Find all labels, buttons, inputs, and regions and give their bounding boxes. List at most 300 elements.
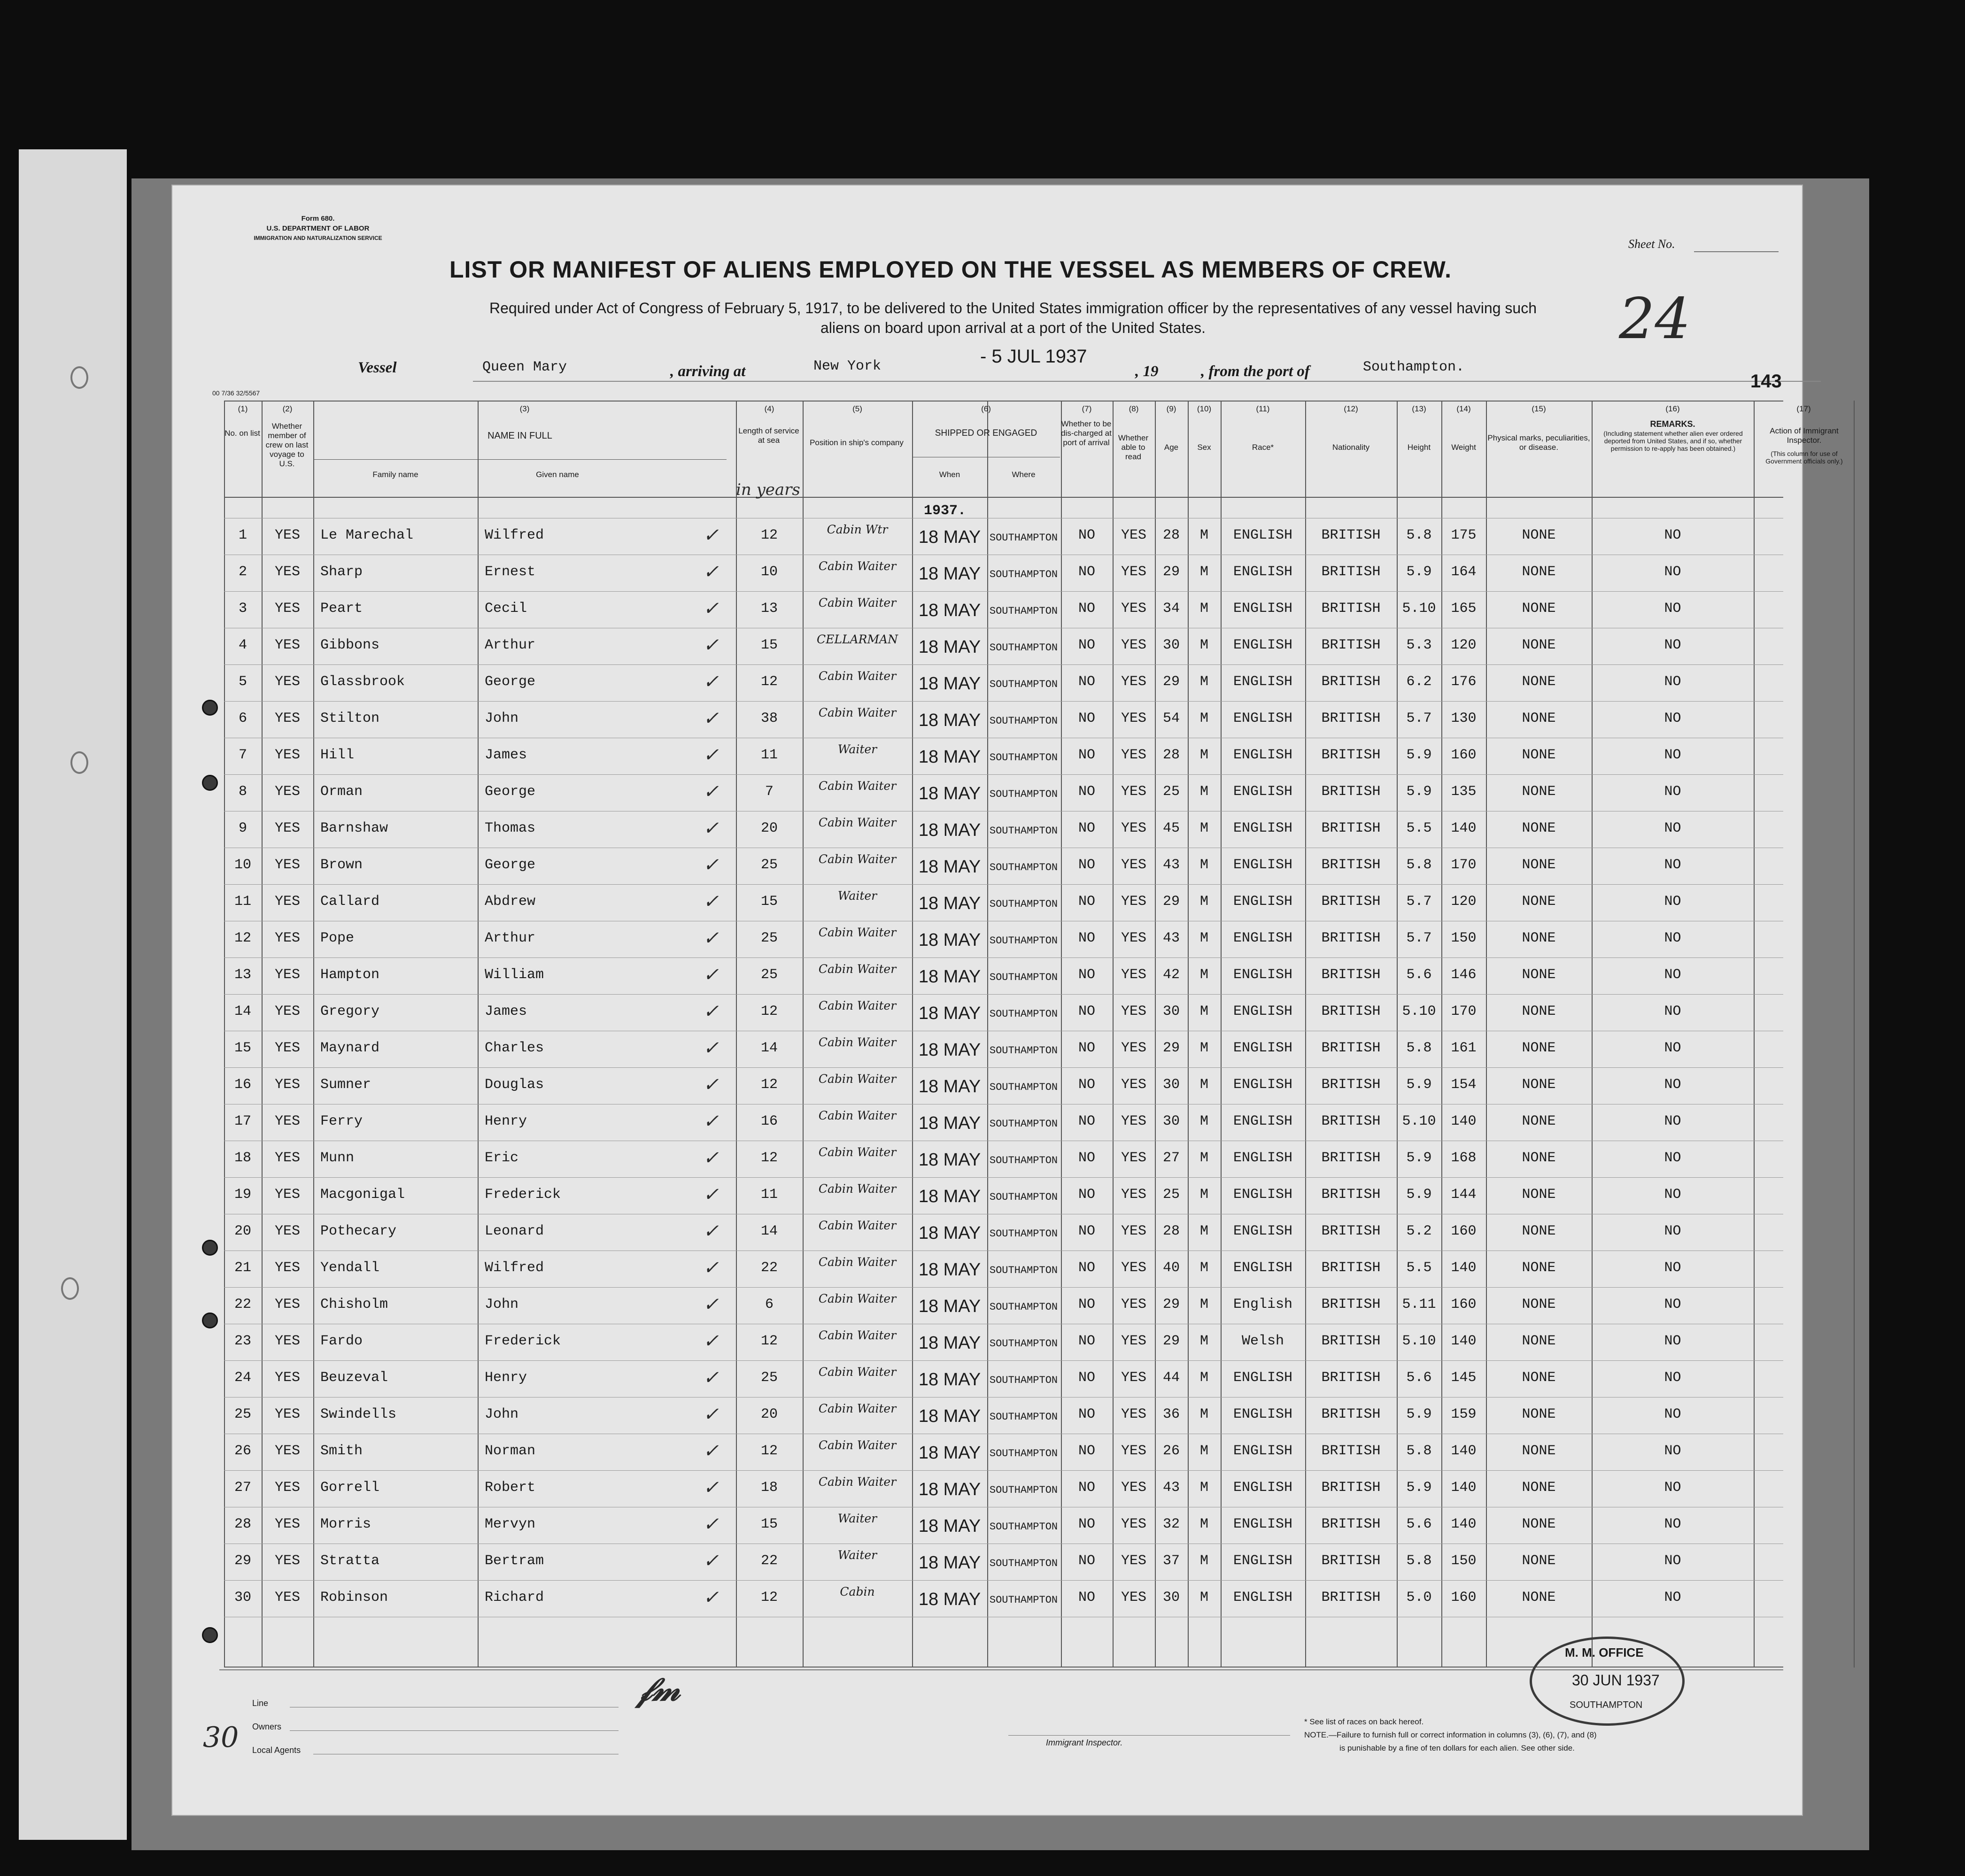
column-number: (3) [519,404,530,413]
table-row [224,1214,1854,1251]
cell-weight: 165 [1451,601,1477,617]
cell-family: Robinson [320,1590,388,1606]
header-family-name: Family name [372,470,418,479]
cell-service: 15 [760,637,778,653]
cell-remarks: NO [1664,564,1681,580]
cell-no: 6 [238,710,247,726]
cell-family: Munn [320,1150,355,1166]
binder-hole [202,775,218,791]
cell-marks: NONE [1522,1553,1556,1569]
footer-owners-label: Owners [252,1722,282,1731]
cell-member: YES [274,1443,300,1459]
table-row [224,921,1854,957]
cell-height: 5.9 [1406,747,1432,763]
cell-where: SOUTHAMPTON [989,1045,1058,1057]
cell-marks: NONE [1522,1004,1556,1019]
cell-height: 5.9 [1406,1406,1432,1422]
table-row [224,1177,1854,1214]
cell-where: SOUTHAMPTON [989,788,1058,800]
column-number: (12) [1344,404,1358,413]
header-whether-member: Whether member of crew on last voyage to U.S. [265,422,309,468]
cell-marks: NONE [1522,1150,1556,1166]
cell-member: YES [274,1077,300,1093]
table-row [224,811,1854,848]
table-row [224,518,1854,555]
cell-sex: M [1199,1333,1208,1349]
cell-race: ENGLISH [1233,637,1293,653]
cell-sex: M [1199,784,1208,800]
cell-position: Cabin Waiter [818,1365,897,1379]
cell-member: YES [274,930,300,946]
cell-discharged: NO [1078,784,1095,800]
cell-given: James [485,747,527,763]
cell-marks: NONE [1522,784,1556,800]
cell-when: 18 MAY [918,1150,981,1170]
header-where: Where [1012,470,1036,479]
cell-given: John [485,1406,519,1422]
cell-read: YES [1121,1406,1146,1422]
column-number: (10) [1197,404,1212,413]
vessel-underline [473,381,1821,382]
vessel-label: Vessel [358,359,397,376]
cell-height: 5.7 [1406,710,1432,726]
binder-ring [70,366,88,389]
cell-family: Barnshaw [320,820,388,836]
cell-no: 9 [238,820,247,836]
cell-marks: NONE [1522,601,1556,617]
cell-nationality: BRITISH [1321,1113,1381,1129]
cell-race: Welsh [1241,1333,1284,1349]
cell-race: ENGLISH [1233,930,1293,946]
cell-read: YES [1121,1150,1146,1166]
cell-position: Cabin Waiter [818,1219,897,1232]
cell-height: 5.8 [1406,1443,1432,1459]
cell-where: SOUTHAMPTON [989,898,1058,910]
cell-service: 10 [760,564,778,580]
table-row [224,1580,1854,1617]
cell-no: 20 [234,1223,251,1239]
cell-no: 2 [238,564,247,580]
cell-where: SOUTHAMPTON [989,1008,1058,1020]
header-nationality: Nationality [1332,443,1370,452]
cell-read: YES [1121,1077,1146,1093]
cell-remarks: NO [1664,1077,1681,1093]
cell-weight: 140 [1451,1480,1477,1496]
cell-service: 25 [760,967,778,983]
cell-weight: 150 [1451,1553,1477,1569]
check-mark-icon: ✓ [703,1257,719,1279]
cell-member: YES [274,1297,300,1312]
table-row [224,591,1854,628]
cell-position: CELLARMAN [817,633,898,646]
cell-member: YES [274,967,300,983]
sheet-number-label: Sheet No. [1628,237,1675,251]
cell-discharged: NO [1078,637,1095,653]
cell-discharged: NO [1078,601,1095,617]
column-number: (11) [1256,404,1270,413]
page-title: LIST OR MANIFEST OF ALIENS EMPLOYED ON THE VESSEL AS MEMBERS OF CREW. [449,256,1452,283]
cell-sex: M [1199,967,1208,983]
cell-member: YES [274,527,300,543]
cell-remarks: NO [1664,894,1681,910]
cell-position: Cabin Waiter [818,1145,897,1159]
cell-height: 5.3 [1406,637,1432,653]
arriving-label: , arriving at [670,363,746,380]
cell-member: YES [274,1516,300,1532]
cell-given: William [485,967,544,983]
cell-given: Abdrew [485,894,536,910]
column-number: (4) [764,404,774,413]
cell-race: ENGLISH [1233,1077,1293,1093]
cell-weight: 170 [1451,857,1477,873]
cell-age: 26 [1162,1443,1180,1459]
cell-nationality: BRITISH [1321,930,1381,946]
cell-height: 5.9 [1406,1150,1432,1166]
cell-when: 18 MAY [918,747,981,767]
cell-remarks: NO [1664,1590,1681,1606]
cell-service: 6 [765,1297,774,1312]
cell-no: 10 [234,857,251,873]
cell-nationality: BRITISH [1321,1004,1381,1019]
cell-remarks: NO [1664,1370,1681,1386]
cell-marks: NONE [1522,967,1556,983]
cell-given: George [485,674,536,690]
cell-service: 11 [760,747,778,763]
cell-height: 5.9 [1406,1480,1432,1496]
cell-discharged: NO [1078,527,1095,543]
table-row [224,1324,1854,1360]
cell-where: SOUTHAMPTON [989,532,1058,544]
cell-service: 18 [760,1480,778,1496]
cell-height: 5.10 [1402,1113,1436,1129]
cell-height: 5.8 [1406,527,1432,543]
cell-given: Bertram [485,1553,544,1569]
stamp-date: 30 JUN 1937 [1572,1672,1660,1689]
table-row [224,1507,1854,1544]
cell-read: YES [1121,1590,1146,1606]
cell-height: 5.8 [1406,857,1432,873]
cell-nationality: BRITISH [1321,601,1381,617]
header-given-name: Given name [536,470,579,479]
cell-weight: 170 [1451,1004,1477,1019]
cell-family: Gregory [320,1004,380,1019]
cell-no: 23 [234,1333,251,1349]
cell-race: ENGLISH [1233,894,1293,910]
cell-when: 18 MAY [918,1297,981,1316]
cell-family: Le Marechal [320,527,414,543]
cell-member: YES [274,784,300,800]
cell-height: 5.8 [1406,1553,1432,1569]
cell-family: Sumner [320,1077,371,1093]
cell-sex: M [1199,1370,1208,1386]
cell-age: 42 [1162,967,1180,983]
cell-height: 5.9 [1406,564,1432,580]
column-number: (2) [282,404,293,413]
footer-agents-label: Local Agents [252,1745,301,1755]
cell-read: YES [1121,747,1146,763]
cell-discharged: NO [1078,1443,1095,1459]
cell-position: Cabin Waiter [818,1035,897,1049]
from-port-label: , from the port of [1201,363,1310,380]
cell-nationality: BRITISH [1321,1553,1381,1569]
cell-when: 18 MAY [918,1370,981,1390]
check-mark-icon: ✓ [703,818,719,839]
cell-nationality: BRITISH [1321,1223,1381,1239]
cell-no: 13 [234,967,251,983]
table-row [224,1031,1854,1067]
cell-position: Cabin Waiter [818,926,897,939]
cell-marks: NONE [1522,1480,1556,1496]
cell-marks: NONE [1522,1443,1556,1459]
header-remarks: REMARKS. [1650,419,1695,429]
cell-discharged: NO [1078,930,1095,946]
cell-marks: NONE [1522,1187,1556,1203]
cell-nationality: BRITISH [1321,784,1381,800]
cell-sex: M [1199,637,1208,653]
cell-when: 18 MAY [918,564,981,584]
cell-discharged: NO [1078,1516,1095,1532]
cell-discharged: NO [1078,1077,1095,1093]
check-mark-icon: ✓ [703,891,719,912]
cell-discharged: NO [1078,710,1095,726]
cell-marks: NONE [1522,1260,1556,1276]
cell-discharged: NO [1078,1590,1095,1606]
check-mark-icon: ✓ [703,1477,719,1498]
cell-where: SOUTHAMPTON [989,715,1058,727]
header-physical-marks: Physical marks, peculiarities, or disease. [1487,433,1590,452]
check-mark-icon: ✓ [703,1037,719,1059]
cell-where: SOUTHAMPTON [989,825,1058,837]
cell-member: YES [274,1150,300,1166]
cell-read: YES [1121,564,1146,580]
footer-line-label: Line [252,1698,269,1708]
cell-sex: M [1199,1260,1208,1276]
cell-sex: M [1199,1443,1208,1459]
cell-given: Douglas [485,1077,544,1093]
table-row [224,994,1854,1031]
cell-race: ENGLISH [1233,1040,1293,1056]
cell-where: SOUTHAMPTON [989,1374,1058,1386]
check-mark-icon: ✓ [703,1074,719,1096]
arriving-port: New York [813,358,882,374]
column-number: (6) [981,404,991,413]
cell-no: 4 [238,637,247,653]
cell-no: 22 [234,1297,251,1312]
cell-age: 29 [1162,1333,1180,1349]
header-height: Height [1407,443,1431,452]
cell-where: SOUTHAMPTON [989,1118,1058,1130]
cell-race: ENGLISH [1233,1187,1293,1203]
cell-read: YES [1121,1223,1146,1239]
column-number: (15) [1532,404,1546,413]
cell-where: SOUTHAMPTON [989,1228,1058,1240]
binder-hole [202,700,218,716]
cell-service: 25 [760,1370,778,1386]
cell-discharged: NO [1078,894,1095,910]
cell-remarks: NO [1664,1040,1681,1056]
header-length-of-service: Length of service at sea [738,426,799,445]
cell-read: YES [1121,1553,1146,1569]
header-when: When [939,470,960,479]
column-number: (5) [852,404,862,413]
cell-remarks: NO [1664,1004,1681,1019]
cell-weight: 140 [1451,1260,1477,1276]
cell-age: 37 [1162,1553,1180,1569]
cell-where: SOUTHAMPTON [989,605,1058,617]
cell-service: 38 [760,710,778,726]
cell-where: SOUTHAMPTON [989,1191,1058,1203]
cell-age: 28 [1162,527,1180,543]
cell-member: YES [274,1333,300,1349]
cell-when: 18 MAY [918,1406,981,1426]
cell-nationality: BRITISH [1321,1187,1381,1203]
cell-race: ENGLISH [1233,564,1293,580]
cell-family: Gorrell [320,1480,380,1496]
table-row [224,774,1854,811]
cell-no: 26 [234,1443,251,1459]
cell-service: 14 [760,1040,778,1056]
cell-discharged: NO [1078,967,1095,983]
cell-service: 12 [760,1333,778,1349]
cell-member: YES [274,1187,300,1203]
footer-note-2: is punishable by a fine of ten dollars for each alien. See other side. [1339,1744,1575,1752]
cell-nationality: BRITISH [1321,1480,1381,1496]
inspector-signature: 𝒻𝓂 [637,1669,680,1708]
binder-hole [202,1240,218,1256]
cell-sex: M [1199,1406,1208,1422]
cell-family: Peart [320,601,363,617]
cell-read: YES [1121,527,1146,543]
stamp-top-text: M. M. OFFICE [1565,1645,1644,1660]
cell-age: 28 [1162,747,1180,763]
cell-service: 20 [760,820,778,836]
column-number: (14) [1456,404,1471,413]
table-row [224,1544,1854,1580]
check-mark-icon: ✓ [703,781,719,803]
cell-discharged: NO [1078,1150,1095,1166]
cell-nationality: BRITISH [1321,1040,1381,1056]
subtitle-line-2: aliens on board upon arrival at a port of the United States. [820,319,1206,336]
cell-position: Cabin Waiter [818,1292,897,1305]
cell-when: 18 MAY [918,1260,981,1280]
cell-weight: 145 [1451,1370,1477,1386]
cell-sex: M [1199,930,1208,946]
cell-read: YES [1121,894,1146,910]
cell-given: Norman [485,1443,536,1459]
cell-weight: 164 [1451,564,1477,580]
check-mark-icon: ✓ [703,634,719,656]
check-mark-icon: ✓ [703,1550,719,1572]
cell-no: 18 [234,1150,251,1166]
cell-position: Cabin Waiter [818,1109,897,1122]
binder-hole [202,1312,218,1328]
cell-service: 22 [760,1553,778,1569]
cell-weight: 160 [1451,1223,1477,1239]
cell-no: 30 [234,1590,251,1606]
cell-marks: NONE [1522,1333,1556,1349]
header-no-on-list: No. on list [224,429,260,438]
cell-read: YES [1121,820,1146,836]
office-stamp [1530,1637,1685,1726]
cell-given: John [485,710,519,726]
cell-remarks: NO [1664,1553,1681,1569]
cell-when: 18 MAY [918,1333,981,1353]
cell-remarks: NO [1664,857,1681,873]
footer-note-1: NOTE.—Failure to furnish full or correct information in columns (3), (6), (7), and (8) [1304,1730,1597,1739]
cell-height: 5.2 [1406,1223,1432,1239]
check-mark-icon: ✓ [703,927,719,949]
cell-nationality: BRITISH [1321,1077,1381,1093]
cell-member: YES [274,1223,300,1239]
cell-nationality: BRITISH [1321,857,1381,873]
cell-service: 22 [760,1260,778,1276]
cell-age: 43 [1162,1480,1180,1496]
column-number: (13) [1412,404,1426,413]
cell-nationality: BRITISH [1321,1590,1381,1606]
cell-sex: M [1199,710,1208,726]
cell-discharged: NO [1078,1187,1095,1203]
cell-given: Henry [485,1370,527,1386]
cell-member: YES [274,601,300,617]
cell-age: 29 [1162,894,1180,910]
cell-weight: 161 [1451,1040,1477,1056]
cell-race: ENGLISH [1233,967,1293,983]
cell-height: 5.10 [1402,1333,1436,1349]
check-mark-icon: ✓ [703,1367,719,1389]
cell-remarks: NO [1664,710,1681,726]
cell-family: Glassbrook [320,674,405,690]
manifest-page [171,185,1843,1816]
cell-nationality: BRITISH [1321,1333,1381,1349]
cell-marks: NONE [1522,1297,1556,1312]
binder-ring [61,1277,79,1300]
cell-weight: 159 [1451,1406,1477,1422]
cell-read: YES [1121,967,1146,983]
cell-marks: NONE [1522,857,1556,873]
header-race: Race* [1252,443,1274,452]
cell-when: 18 MAY [918,674,981,694]
header-weight: Weight [1451,443,1476,452]
cell-member: YES [274,1480,300,1496]
cell-given: Wilfred [485,527,544,543]
table-row [224,1434,1854,1470]
cell-nationality: BRITISH [1321,1150,1381,1166]
cell-age: 54 [1162,710,1180,726]
cell-read: YES [1121,637,1146,653]
check-mark-icon: ✓ [703,1404,719,1425]
cell-family: Orman [320,784,363,800]
cell-no: 19 [234,1187,251,1203]
cell-no: 21 [234,1260,251,1276]
cell-sex: M [1199,1187,1208,1203]
cell-race: ENGLISH [1233,1480,1293,1496]
cell-no: 24 [234,1370,251,1386]
cell-read: YES [1121,784,1146,800]
cell-weight: 160 [1451,1297,1477,1312]
cell-where: SOUTHAMPTON [989,1558,1058,1569]
cell-family: Swindells [320,1406,397,1422]
cell-position: Cabin Waiter [818,559,897,573]
cell-service: 15 [760,1516,778,1532]
cell-weight: 140 [1451,820,1477,836]
cell-family: Yendall [320,1260,380,1276]
cell-remarks: NO [1664,1516,1681,1532]
cell-when: 18 MAY [918,967,981,987]
cell-height: 5.9 [1406,1187,1432,1203]
header-age: Age [1164,443,1179,452]
cell-race: ENGLISH [1233,747,1293,763]
cell-sex: M [1199,894,1208,910]
